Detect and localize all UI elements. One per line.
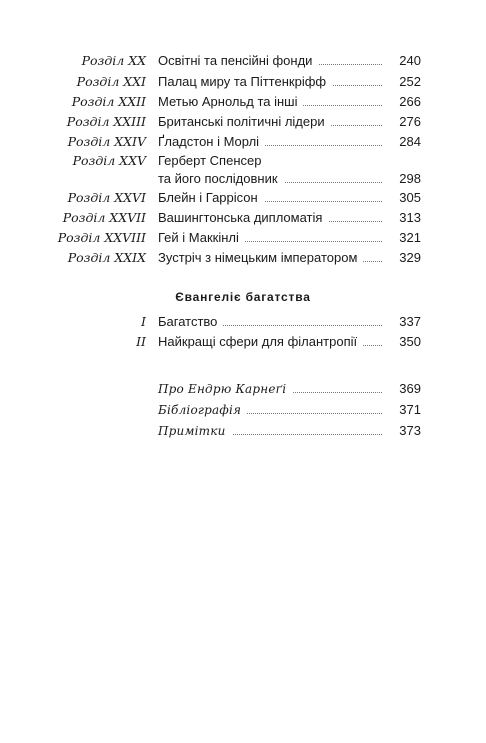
part-title: Найкращі сфери для філантропії — [158, 332, 363, 352]
chapter-title: Освітні та пенсійні фонди — [158, 51, 318, 71]
chapter-label: Розділ XXV — [72, 153, 146, 168]
chapter-label: Розділ XX — [81, 53, 146, 68]
toc-entry — [0, 332, 486, 352]
page-number: 313 — [399, 210, 421, 225]
page-number: 337 — [399, 314, 421, 329]
chapter-label: Розділ XXII — [71, 94, 146, 109]
back-matter-title: Про Ендрю Карнеґі — [158, 379, 292, 399]
toc-entry — [0, 112, 486, 132]
chapter-label: Розділ XXIV — [67, 134, 146, 149]
page-number: 240 — [399, 53, 421, 68]
page-number: 252 — [399, 74, 421, 89]
toc-entry — [0, 51, 486, 71]
page-number: 369 — [399, 381, 421, 396]
chapter-label: Розділ XXIII — [66, 114, 146, 129]
toc-entry — [0, 188, 486, 208]
chapter-label: Розділ XXVI — [67, 190, 146, 205]
chapter-title: Ґладстон і Морлі — [158, 132, 265, 152]
chapter-title: Метью Арнольд та інші — [158, 92, 303, 112]
chapter-title: Герберт Спенсер — [158, 153, 262, 168]
part-label: I — [141, 314, 146, 329]
page-number: 371 — [399, 402, 421, 417]
toc-entry — [0, 208, 486, 228]
chapter-label: Розділ XXIX — [67, 250, 146, 265]
chapter-label: Розділ XXI — [76, 74, 146, 89]
toc-entry — [0, 132, 486, 152]
chapter-title: Палац миру та Піттенкріфф — [158, 72, 332, 92]
section-heading: Євангеліє багатства — [175, 290, 311, 304]
page-number: 350 — [399, 334, 421, 349]
toc-entry — [0, 421, 486, 441]
chapter-title-continued: та його послідовник — [158, 169, 284, 189]
page-number: 329 — [399, 250, 421, 265]
chapter-title: Зустріч з німецьким імператором — [158, 248, 363, 268]
chapter-title: Британські політичні лідери — [158, 112, 331, 132]
toc-entry — [0, 151, 486, 189]
toc-entry — [0, 72, 486, 92]
part-label: II — [136, 334, 146, 349]
back-matter-title: Примітки — [158, 421, 232, 441]
chapter-label: Розділ XXVIII — [57, 230, 146, 245]
back-matter-title: Бібліографія — [158, 400, 247, 420]
chapter-title: Блейн і Гаррісон — [158, 188, 264, 208]
page-number: 266 — [399, 94, 421, 109]
toc-entry — [0, 228, 486, 248]
page-number: 298 — [399, 171, 421, 186]
toc-entry — [0, 312, 486, 332]
page-number: 321 — [399, 230, 421, 245]
toc-entry — [0, 379, 486, 399]
chapter-title: Гей і Маккінлі — [158, 228, 245, 248]
chapter-label: Розділ XXVII — [62, 210, 146, 225]
toc-entry — [0, 92, 486, 112]
page-number: 276 — [399, 114, 421, 129]
toc-entry — [0, 248, 486, 268]
page-number: 305 — [399, 190, 421, 205]
page-number: 284 — [399, 134, 421, 149]
part-title: Багатство — [158, 312, 223, 332]
toc-entry — [0, 400, 486, 420]
page-number: 373 — [399, 423, 421, 438]
chapter-title: Вашингтонська дипломатія — [158, 208, 328, 228]
